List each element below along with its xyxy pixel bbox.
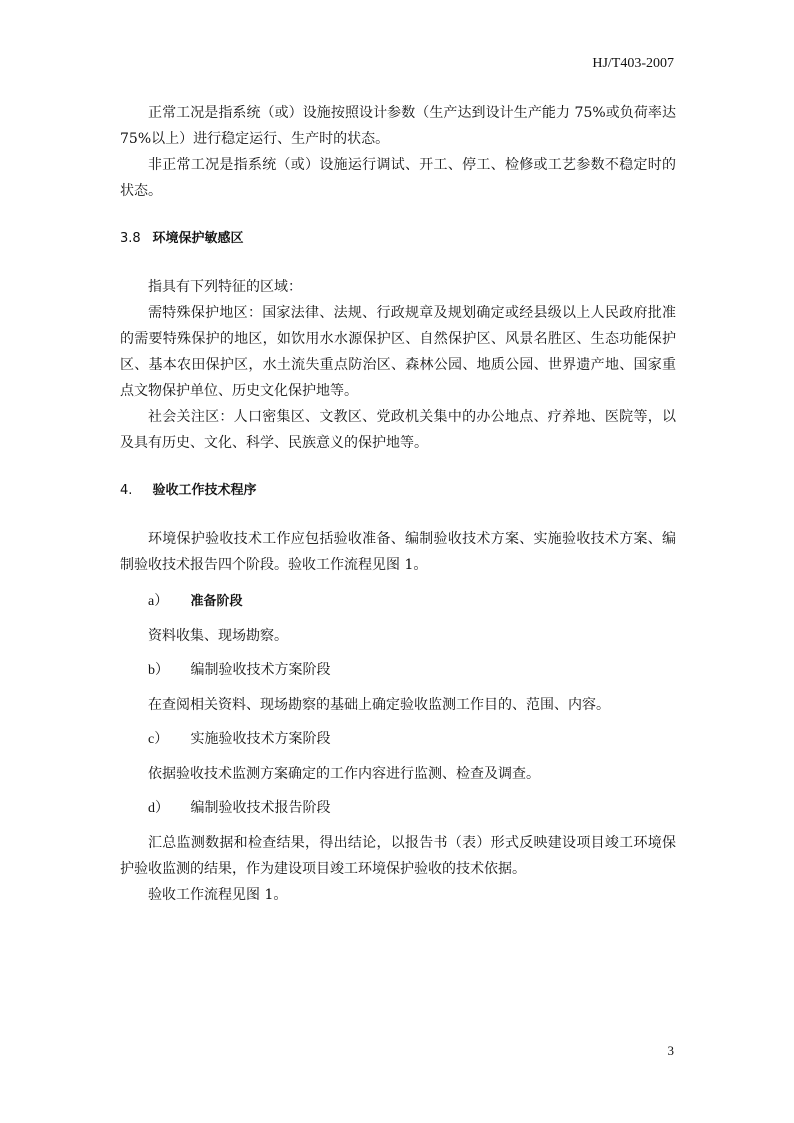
page-content — [120, 100, 676, 908]
list-label: d） — [148, 801, 169, 816]
section-heading-4 — [120, 478, 676, 504]
list-description: 汇总监测数据和检查结果，得出结论，以报告书（表）形式反映建设项目竣工环境保护验收监测的结果，作为建设项目竣工环境保护验收的技术依据。 — [120, 835, 676, 877]
section-heading-3-8 — [120, 226, 676, 252]
paragraph-abnormal-condition: 非正常工况是指系统（或）设施运行调试、开工、停工、检修或工艺参数不稳定时的状态。 — [120, 157, 676, 199]
paragraph-special-protection: 需特殊保护地区：国家法律、法规、行政规章及规划确定或经县级以上人民政府批准的需要特殊保护的地区，如饮用水水源保护区、自然保护区、风景名胜区、生态功能保护区、基本农田保护区，水土流失重点防治区、森林公园、地质公园、世界遗产地、国家重点文物保护单位、历史文化保护地等。 — [120, 305, 676, 399]
paragraph-social-concern: 社会关注区：人口密集区、文教区、党政机关集中的办公地点、疗养地、医院等，以及具有历史、文化、科学、民族意义的保护地等。 — [120, 409, 676, 451]
paragraph-normal-condition: 正常工况是指系统（或）设施按照设计参数（生产达到设计生产能力 75%或负荷率达75%以上）进行稳定运行、生产时的状态。 — [120, 105, 676, 147]
list-description: 在查阅相关资料、现场勘察的基础上确定验收监测工作目的、范围、内容。 — [148, 697, 610, 713]
list-item-c — [120, 726, 676, 753]
list-item-b — [120, 657, 676, 684]
paragraph-procedure-overview: 环境保护验收技术工作应包括验收准备、编制验收技术方案、实施验收技术方案、编制验收技术报告四个阶段。验收工作流程见图 1。 — [120, 531, 676, 573]
section-number: 4. — [120, 483, 133, 498]
section-title: 环境保护敏感区 — [152, 231, 244, 246]
list-label: c） — [148, 732, 169, 747]
list-label: a） — [148, 594, 169, 609]
list-description: 资料收集、现场勘察。 — [148, 628, 288, 644]
page-number: 3 — [667, 1043, 674, 1058]
list-label: b） — [148, 663, 169, 678]
paragraph-definition: 指具有下列特征的区域： — [148, 279, 302, 295]
section-number: 3.8 — [120, 231, 141, 246]
list-title: 准备阶段 — [190, 594, 243, 609]
paragraph-closing: 验收工作流程见图 1。 — [148, 887, 288, 903]
list-item-d — [120, 795, 676, 822]
list-title: 实施验收技术方案阶段 — [190, 731, 331, 747]
list-item-a — [120, 588, 676, 615]
list-title: 编制验收技术报告阶段 — [190, 800, 331, 816]
list-title: 编制验收技术方案阶段 — [190, 662, 331, 678]
section-title: 验收工作技术程序 — [152, 483, 257, 498]
list-description: 依据验收技术监测方案确定的工作内容进行监测、检查及调查。 — [148, 766, 540, 782]
document-code: HJ/T403-2007 — [592, 56, 674, 71]
